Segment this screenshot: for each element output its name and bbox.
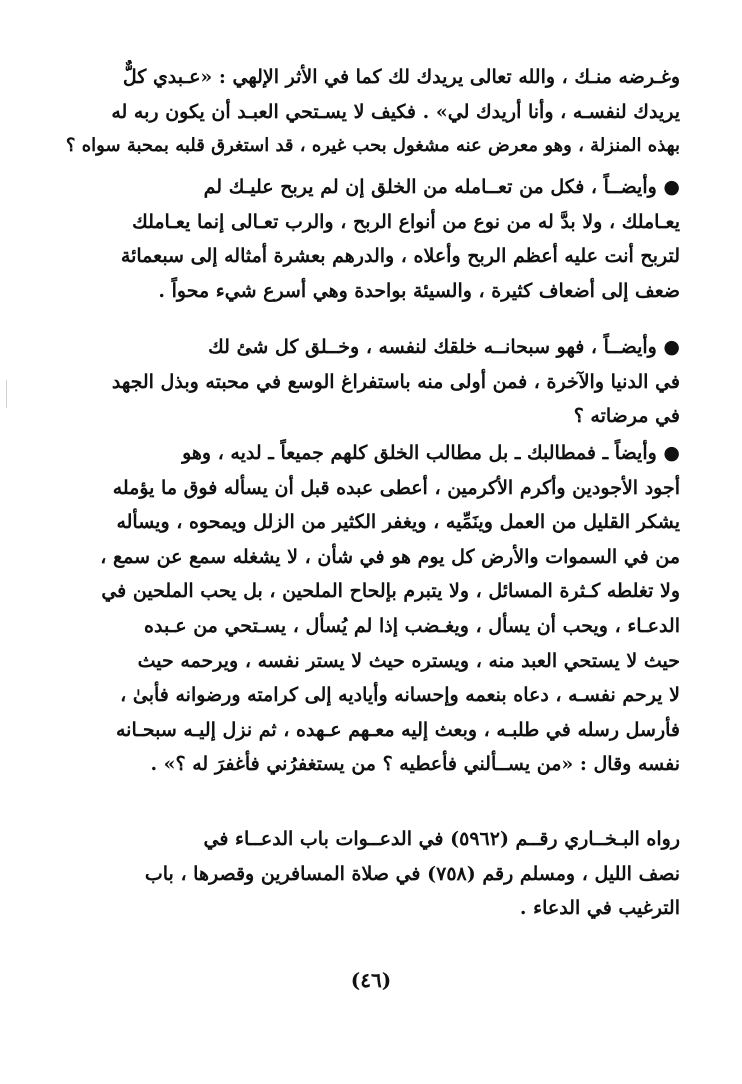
text-line: فأرسل رسله في طلبـه ، وبعث إليه معـهم عـهده ، ثم نزل إليـه سبحـانه xyxy=(116,718,680,741)
text-line: ● وأيضاً ـ فمطالبك ـ بل مطالب الخلق كلهم جميعاً ـ لديه ، وهو xyxy=(182,442,680,464)
text-line: يعـاملك ، ولا بدَّ له من نوع من أنواع الربح ، والرب تعـالى إنما يعـاملك xyxy=(132,210,680,233)
text-line: لا يرحم نفسـه ، دعاه بنعمه وإحسانه وأياديه إلى كرامته ورضوانه فأبىٰ ، xyxy=(120,684,680,707)
text-line: في الدنيا والآخرة ، فمن أولى منه باستفراغ الوسع في محبته وبذل الجهد xyxy=(111,370,680,393)
footnote-line: الترغيب في الدعاء . xyxy=(519,897,680,920)
text-line: وغـرضه منـك ، والله تعالى يريدك لك كما في الأثر الإلهي : «عـبدي كلٌّ xyxy=(122,66,680,88)
text-line: من في السموات والأرض كل يوم هو في شأن ، لا يشغله سمع عن سمع ، xyxy=(100,545,680,568)
footnote xyxy=(62,822,680,926)
text-line: لتربح أنت عليه أعظم الربح وأعلاه ، والدرهم بعشرة أمثاله إلى سبعمائة xyxy=(120,245,680,268)
text-line: ● وأيضــاً ، فكل من تعــامله من الخلق إن لم يربح عليـك لم xyxy=(203,176,680,198)
paragraph-1 xyxy=(62,60,680,164)
text-line: يريدك لنفسـه ، وأنا أريدك لي» . فكيف لا يسـتحي العبـد أن يكون ربه له xyxy=(111,100,680,123)
text-line: في مرضاته ؟ xyxy=(573,405,680,428)
footnote-line: رواه البـخــاري رقــم (٥٩٦٢) في الدعــوات باب الدعــاء في xyxy=(203,828,680,850)
text-line: الدعـاء ، ويحب أن يسأل ، ويغـضب إذا لم يُسأل ، يسـتحي من عـبده xyxy=(144,614,680,637)
text-line: ولا تغلطه كـثرة المسائل ، ولا يتبرم بإلحاح الملحين ، بل يحب الملحين في xyxy=(101,580,680,603)
page-number: (٤٦) xyxy=(350,968,392,992)
text-line: نفسه وقال : «من يســألني فأعطيه ؟ من يستغفرُني فأغفرَ له ؟» . xyxy=(150,753,680,776)
paragraph-4 xyxy=(62,436,680,782)
text-line: يشكر القليل من العمل وينَمِّيه ، ويغفر الكثير من الزلل ويمحوه ، ويسأله xyxy=(116,511,680,534)
paragraph-2 xyxy=(62,170,680,308)
scan-edge-mark xyxy=(6,380,7,408)
text-line: بهذه المنزلة ، وهو معرض عنه مشغول بحب غيره ، قد استغرق قلبه بمحبة سواه ؟ xyxy=(65,135,680,157)
text-line: أجود الأجودين وأكرم الأكرمين ، أعطى عبده قبل أن يسأله فوق ما يؤمله xyxy=(112,476,680,499)
footnote-line: نصف الليل ، ومسلم رقم (٧٥٨) في صلاة المسافرين وقصرها ، باب xyxy=(144,862,680,885)
paragraph-3 xyxy=(62,330,680,434)
text-line: ● وأيضــاً ، فهو سبحانــه خلقك لنفسه ، وخــلق كل شئ لك xyxy=(208,336,680,358)
text-line: حيث لا يستحي العبد منه ، ويستره حيث لا يستر نفسه ، ويرحمه حيث xyxy=(137,649,680,672)
text-line: ضعف إلى أضعاف كثيرة ، والسيئة بواحدة وهي أسرع شيء محواً . xyxy=(158,279,680,302)
